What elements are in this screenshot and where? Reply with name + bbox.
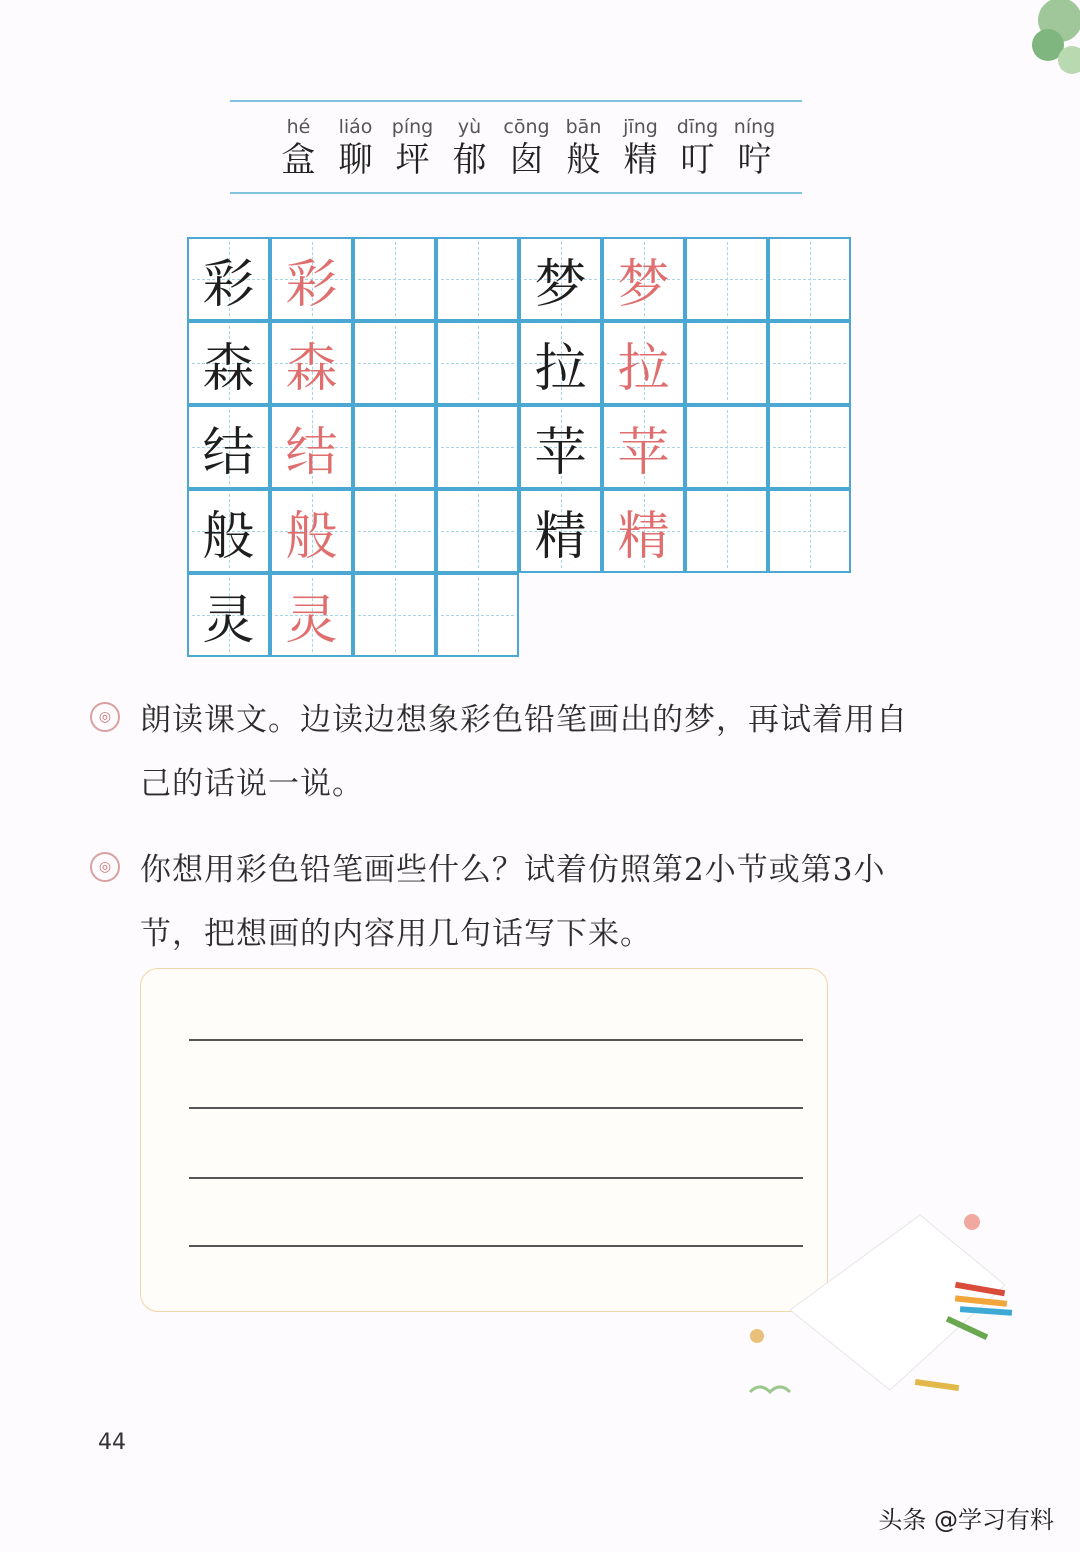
vocab-item [441, 114, 498, 180]
vocab-item [498, 114, 555, 180]
grid-cell[interactable] [353, 489, 436, 573]
model-character: 拉 [534, 338, 587, 399]
trace-character: 精 [617, 506, 670, 567]
pinyin: cōng [503, 116, 550, 138]
task-text-line: 己的话说一说。 [140, 766, 364, 802]
grid-cell[interactable] [436, 489, 519, 573]
grid-cell[interactable] [270, 573, 353, 657]
vocab-item [555, 114, 612, 180]
task-read-aloud [90, 688, 970, 816]
pinyin: liáo [338, 116, 373, 138]
grid-cell[interactable] [187, 573, 270, 657]
writing-line[interactable] [189, 1177, 803, 1179]
character-writing-grid [187, 237, 853, 661]
grid-cell[interactable] [602, 405, 685, 489]
grid-cell[interactable] [519, 489, 602, 573]
model-character: 精 [534, 506, 587, 567]
vocabulary-band [230, 100, 802, 194]
grid-cell[interactable] [436, 237, 519, 321]
grid-cell[interactable] [685, 321, 768, 405]
grid-cell[interactable] [519, 237, 602, 321]
grid-cell[interactable] [768, 405, 851, 489]
grid-cell[interactable] [602, 489, 685, 573]
grid-cell[interactable] [685, 405, 768, 489]
pinyin: píng [391, 116, 434, 138]
vocab-item [327, 114, 384, 180]
grid-cell[interactable] [270, 237, 353, 321]
vocab-top-rule [230, 100, 802, 102]
grid-cell[interactable] [519, 405, 602, 489]
hanzi: 坪 [395, 140, 430, 180]
hanzi: 盒 [281, 140, 316, 180]
grid-cell[interactable] [519, 321, 602, 405]
trace-character: 森 [285, 338, 338, 399]
writing-line[interactable] [189, 1245, 803, 1247]
grid-cell[interactable] [187, 321, 270, 405]
task-text [140, 838, 970, 966]
grid-cell[interactable] [602, 237, 685, 321]
vocab-item [384, 114, 441, 180]
model-character: 般 [202, 506, 255, 567]
grid-cell[interactable] [436, 405, 519, 489]
task-text [140, 688, 970, 816]
writing-line[interactable] [189, 1107, 803, 1109]
hanzi: 聊 [338, 140, 373, 180]
grid-cell[interactable] [436, 321, 519, 405]
hanzi: 郁 [452, 140, 487, 180]
vocab-bottom-rule [230, 192, 802, 194]
grid-cell[interactable] [685, 237, 768, 321]
grid-cell[interactable] [602, 321, 685, 405]
trace-character: 梦 [617, 254, 670, 315]
pinyin: jīng [623, 116, 658, 138]
hanzi: 叮 [680, 140, 715, 180]
vocab-item [669, 114, 726, 180]
task-seal-icon: ◎ [90, 702, 120, 732]
grid-cell[interactable] [187, 237, 270, 321]
trace-character: 苹 [617, 422, 670, 483]
grid-cell[interactable] [685, 489, 768, 573]
task-text-line: 节，把想画的内容用几句话写下来。 [140, 916, 652, 952]
page-number: 44 [98, 1430, 126, 1455]
grid-cell[interactable] [768, 489, 851, 573]
grid-cell[interactable] [270, 321, 353, 405]
grid-cell[interactable] [353, 237, 436, 321]
grid-cell[interactable] [187, 489, 270, 573]
pinyin: bān [565, 116, 602, 138]
trace-character: 结 [285, 422, 338, 483]
grid-cell[interactable] [353, 405, 436, 489]
writing-area[interactable] [140, 968, 828, 1312]
task-text-line: 你想用彩色铅笔画些什么？试着仿照第2小节或第3小 [140, 852, 886, 888]
vocab-item [726, 114, 783, 180]
grid-cell[interactable] [436, 573, 519, 657]
vocab-item [270, 114, 327, 180]
grid-cell[interactable] [768, 321, 851, 405]
grid-cell[interactable] [353, 573, 436, 657]
vocab-item [612, 114, 669, 180]
pinyin: yù [457, 116, 482, 138]
hanzi: 般 [566, 140, 601, 180]
hanzi: 精 [623, 140, 658, 180]
pinyin: hé [286, 116, 311, 138]
grid-cell[interactable] [270, 405, 353, 489]
hanzi: 咛 [737, 140, 772, 180]
task-text-line: 朗读课文。边读边想象彩色铅笔画出的梦，再试着用自 [140, 702, 908, 738]
trace-character: 般 [285, 506, 338, 567]
model-character: 苹 [534, 422, 587, 483]
task-seal-icon: ◎ [90, 852, 120, 882]
model-character: 森 [202, 338, 255, 399]
watermark: 头条 @学习有料 [878, 1506, 1054, 1534]
grid-cell[interactable] [353, 321, 436, 405]
writing-line[interactable] [189, 1039, 803, 1041]
trace-character: 拉 [617, 338, 670, 399]
pinyin: dīng [676, 116, 719, 138]
grid-cell[interactable] [270, 489, 353, 573]
trace-character: 灵 [285, 590, 338, 651]
grid-cell[interactable] [187, 405, 270, 489]
model-character: 灵 [202, 590, 255, 651]
pinyin: níng [733, 116, 776, 138]
model-character: 彩 [202, 254, 255, 315]
paper-pencils-illustration [740, 1200, 1060, 1420]
trace-character: 彩 [285, 254, 338, 315]
vocabulary-row [270, 114, 783, 180]
model-character: 梦 [534, 254, 587, 315]
grid-cell[interactable] [768, 237, 851, 321]
task-write [90, 838, 970, 966]
model-character: 结 [202, 422, 255, 483]
leaves-decoration [1010, 0, 1080, 90]
hanzi: 囱 [509, 140, 544, 180]
